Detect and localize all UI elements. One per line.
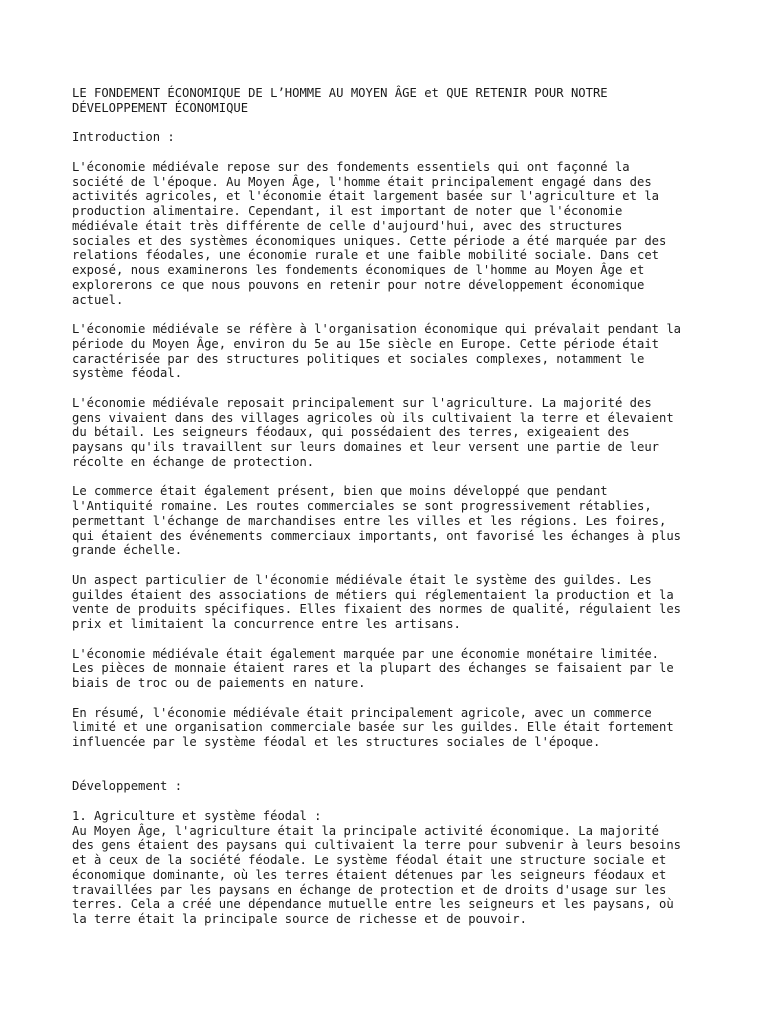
development-heading: Développement :	[72, 779, 183, 794]
intro-paragraph: Un aspect particulier de l'économie médiévale était le système des guildes. Les guildes étaient des associations de métiers qui réglementaient la production et la vente de produits spécifiques. Elles fixaient des normes de qualité, régulaient les prix et limitaient la concurrence entre les artisans.	[72, 572, 682, 631]
intro-paragraph: L'économie médiévale repose sur des fondements essentiels qui ont façonné la société de l'époque. Au Moyen Âge, l'homme était principalement engagé dans des activités agricoles, et l'économie était largement basée sur l'agriculture et la production alimentaire. Cependant, il est important de noter que l'économie médiévale était très différente de celle d'aujourd'hui, avec des structures sociales et des systèmes économiques uniques. Cette période a été marquée par des relations féodales, une économie rurale et une faible mobilité sociale. Dans cet exposé, nous examinerons les fondements économiques de l'homme au Moyen Âge et explorerons ce que nous pouvons en retenir pour notre développement économique actuel.	[72, 159, 667, 307]
document-title: LE FONDEMENT ÉCONOMIQUE DE L’HOMME AU MOYEN ÂGE et QUE RETENIR POUR NOTRE DÉVELOPPEMENT ÉCONOMIQUE	[72, 86, 608, 115]
intro-paragraph: L'économie médiévale se réfère à l'organisation économique qui prévalait pendant la période du Moyen Âge, environ du 5e au 15e siècle en Europe. Cette période était caractérisée par des structures politiques et sociales complexes, notamment le système féodal.	[72, 322, 682, 381]
section-heading: 1. Agriculture et système féodal :	[72, 808, 322, 823]
section-paragraph: Au Moyen Âge, l'agriculture était la principale activité économique. La majorité des gens étaient des paysans qui cultivaient la terre pour subvenir à leurs besoins et à ceux de la société féodale. Le système féodal était une structure sociale et économique dominante, où les terres étaient détenues par les seigneurs féodaux et travaillées par les paysans en échange de protection et de droits d'usage sur les terres. Cela a créé une dépendance mutuelle entre les seigneurs et les paysans, où la terre était la principale source de richesse et de pouvoir.	[72, 823, 682, 926]
intro-paragraph: Le commerce était également présent, bien que moins développé que pendant l'Antiquité romaine. Les routes commerciales se sont progressivement rétablies, permettant l'échange de marchandises entre les villes et les régions. Les foires, qui étaient des événements commerciaux importants, ont favorisé les échanges à plus grande échelle.	[72, 484, 682, 558]
intro-paragraph: L'économie médiévale était également marquée par une économie monétaire limitée. Les pièces de monnaie étaient rares et la plupart des échanges se faisaient par le biais de troc ou de paiements en nature.	[72, 646, 674, 690]
document-body	[72, 86, 712, 927]
intro-paragraph: En résumé, l'économie médiévale était principalement agricole, avec un commerce limité et une organisation commerciale basée sur les guildes. Elle était fortement influencée par le système féodal et les structures sociales de l'époque.	[72, 705, 674, 749]
intro-paragraph: L'économie médiévale reposait principalement sur l'agriculture. La majorité des gens vivaient dans des villages agricoles où ils cultivaient la terre et élevaient du bétail. Les seigneurs féodaux, qui possédaient des terres, exigeaient des paysans qu'ils travaillent sur leurs domaines et leur versent une partie de leur récolte en échange de protection.	[72, 395, 674, 469]
introduction-heading: Introduction :	[72, 130, 175, 145]
